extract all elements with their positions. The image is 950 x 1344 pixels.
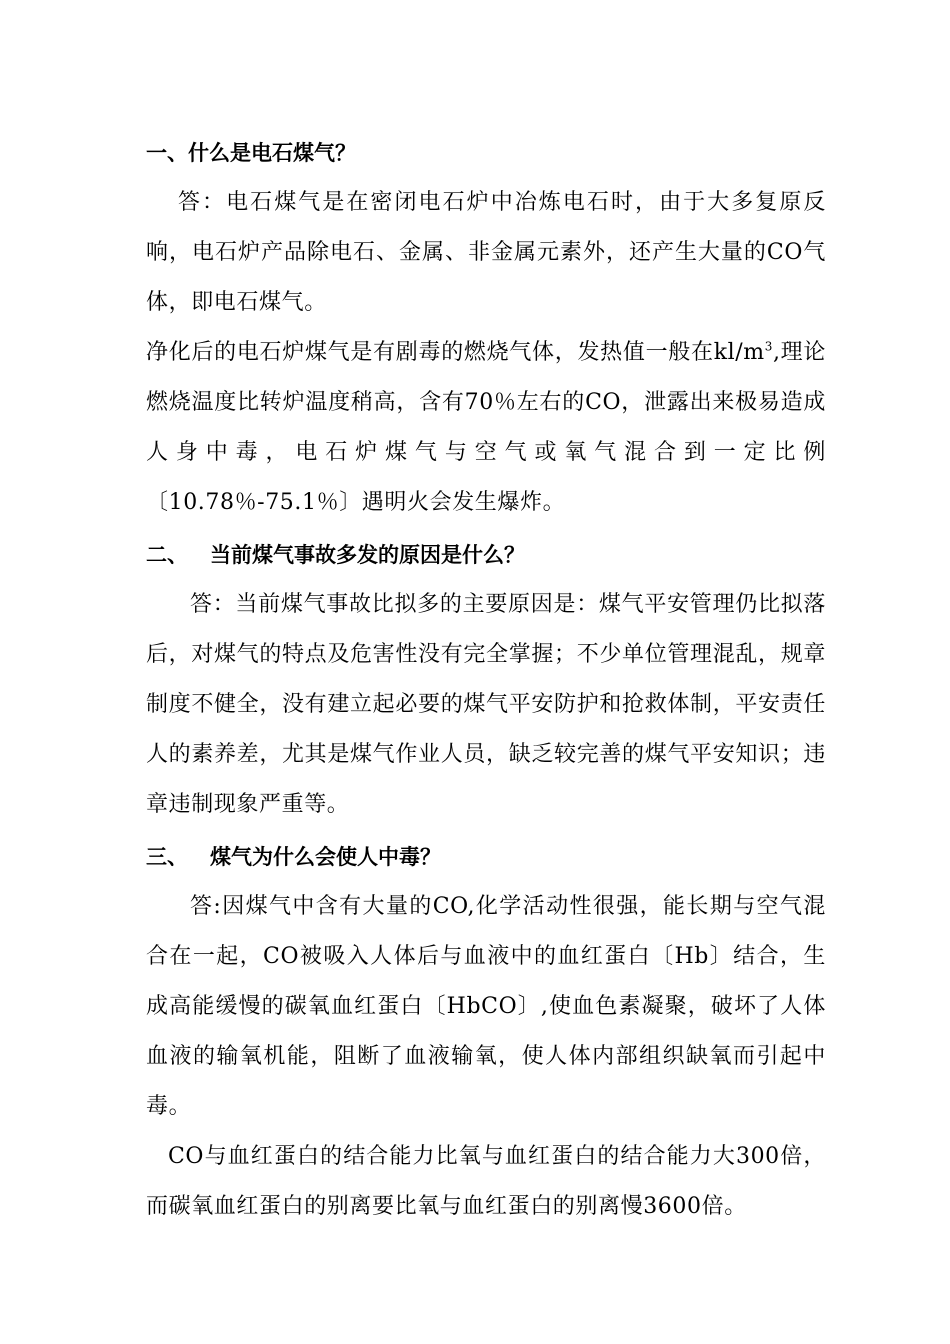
section-2-heading-number: 二、 <box>146 543 188 567</box>
section-3-answer: 答:因煤气中含有大量的CO,化学活动性很强，能长期与空气混合在一起，CO被吸入人体后与血液中的血红蛋白〔Hb〕结合，生成高能缓慢的碳氧血红蛋白〔HbCO〕,使血色素凝聚，破坏了人体血液的输氧机能，阻断了血液输氧，使人体内部组织缺氧而引起中毒。 <box>146 894 826 1119</box>
section-1-paragraph-2 <box>146 328 826 528</box>
section-1-heading-text: 一、什么是电石煤气？ <box>146 141 356 165</box>
section-2-heading-text: 当前煤气事故多发的原因是什么？ <box>210 543 525 567</box>
superscript-exponent: 3 <box>764 339 773 354</box>
section-1-paragraph-2-main: 净化后的电石炉煤气是有剧毒的燃烧气体，发热值一般在kl/m <box>146 340 765 365</box>
section-3-heading <box>146 832 826 882</box>
section-2-heading <box>146 530 826 580</box>
section-3-heading-number: 三、 <box>146 845 188 869</box>
section-2-answer: 答：当前煤气事故比拟多的主要原因是：煤气平安管理仍比拟落后，对煤气的特点及危害性没有完全掌握；不少单位管理混乱，规章制度不健全，没有建立起必要的煤气平安防护和抢救体制，平安责任人的素养差，尤其是煤气作业人员，缺乏较完善的煤气平安知识；违章违制现象严重等。 <box>146 592 826 817</box>
section-3-heading-text: 煤气为什么会使人中毒？ <box>210 845 441 869</box>
section-3-paragraph-2: CO与血红蛋白的结合能力比氧与血红蛋白的结合能力大300倍，而碳氧血红蛋白的别离要比氧与血红蛋白的别离慢3600倍。 <box>146 1144 826 1219</box>
section-1-answer: 答：电石煤气是在密闭电石炉中冶炼电石时，由于大多复原反响，电石炉产品除电石、金属、非金属元素外，还产生大量的CO气体，即电石煤气。 <box>146 190 826 315</box>
section-1-heading <box>146 128 826 178</box>
section-1-paragraph-2-rest: ,理论燃烧温度比转炉温度稍高，含有70％左右的CO，泄露出来极易造成人身中毒，电石炉煤气与空气或氧气混合到一定比例〔10.78％-75.1％〕遇明火会发生爆炸。 <box>146 340 826 515</box>
document-page <box>146 128 826 1232</box>
